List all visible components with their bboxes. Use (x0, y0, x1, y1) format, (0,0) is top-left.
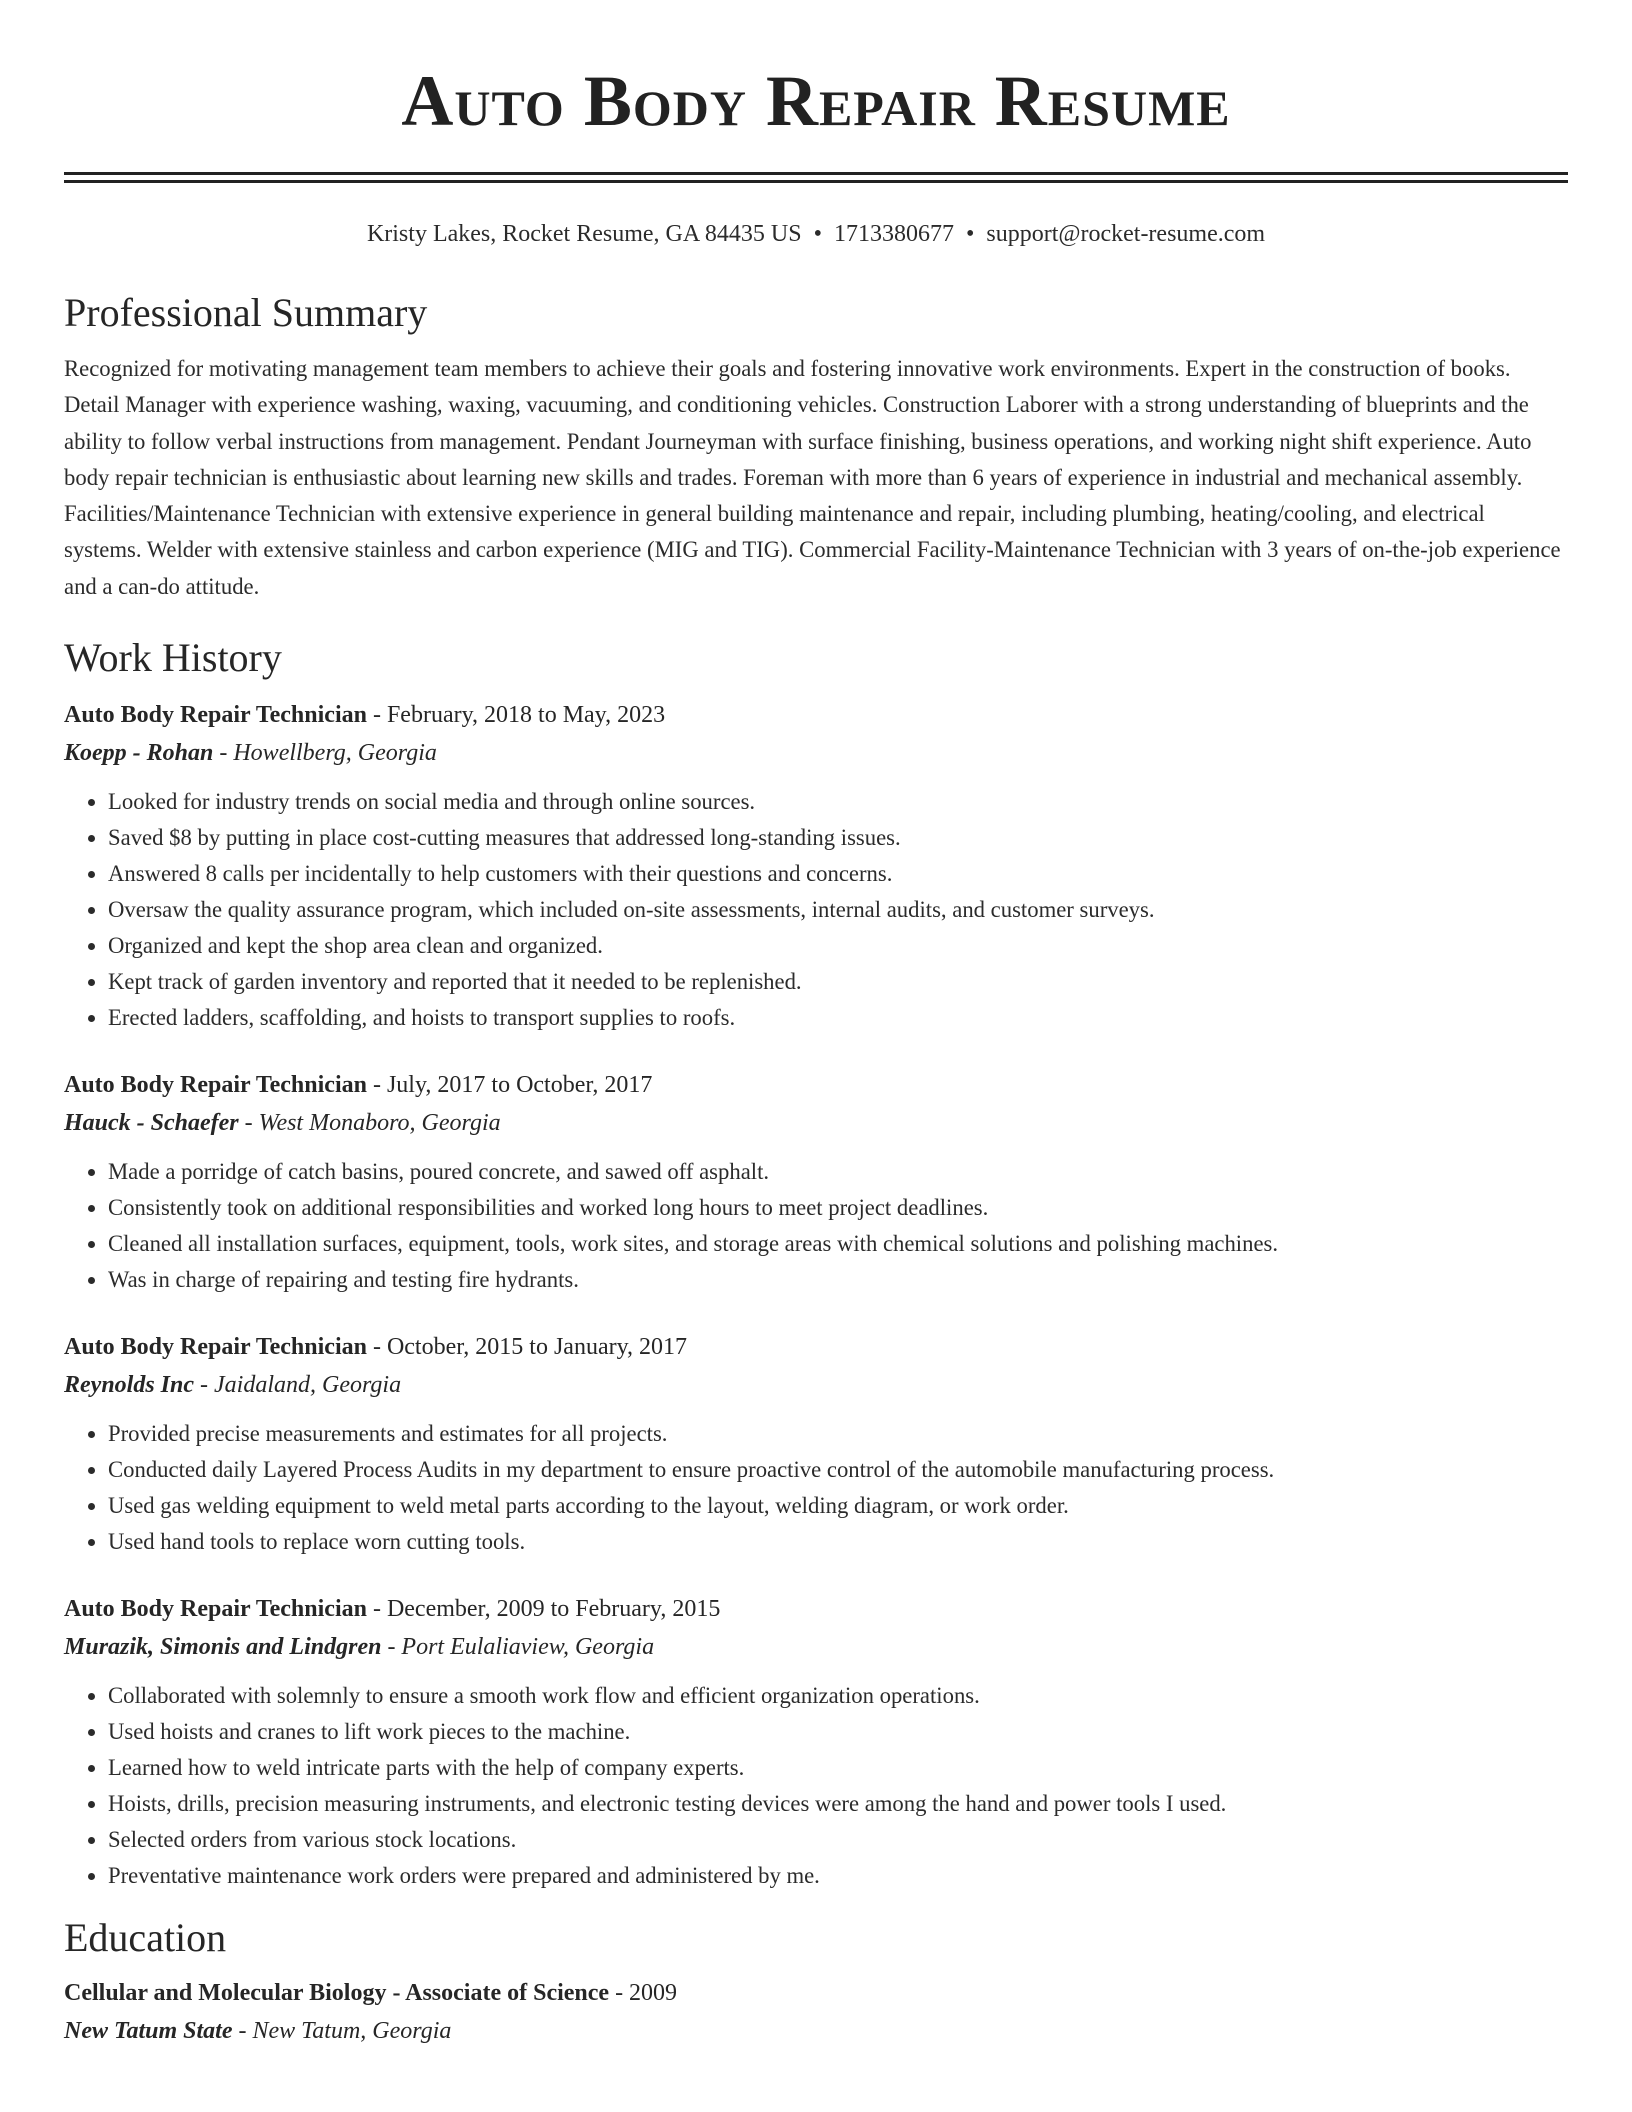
job-dates: - July, 2017 to October, 2017 (366, 1072, 653, 1099)
contact-separator: • (965, 221, 975, 247)
job-entry (64, 1590, 1568, 1894)
list-item: • Cleaned all installation surfaces, equipment, tools, work sites, and storage areas with chemical solutions and polishing machines. (108, 1226, 1568, 1262)
list-item: • Consistently took on additional responsibilities and worked long hours to meet project deadlines. (108, 1190, 1568, 1226)
list-item: • Answered 8 calls per incidentally to help customers with their questions and concerns. (108, 856, 1568, 892)
degree-line (64, 1974, 1568, 2012)
company-location: - Port Eulaliaview, Georgia (381, 1634, 655, 1661)
job-entry (64, 696, 1568, 1036)
list-item: • Saved $8 by putting in place cost-cutting measures that addressed long-standing issues. (108, 820, 1568, 856)
list-item: • Oversaw the quality assurance program, which included on-site assessments, internal audits, and customer surveys. (108, 892, 1568, 928)
list-item: • Erected ladders, scaffolding, and hoists to transport supplies to roofs. (108, 1000, 1568, 1036)
contact-separator: • (813, 221, 822, 247)
job-title-line (64, 1590, 1568, 1628)
contact-line (64, 219, 1568, 249)
list-item: • Learned how to weld intricate parts with the help of company experts. (108, 1750, 1568, 1786)
job-duties (64, 1416, 1568, 1560)
work-history-heading: Work History (64, 635, 282, 681)
job-entry (64, 1328, 1568, 1560)
company-line (64, 1628, 1568, 1666)
school-name: New Tatum State (64, 2018, 233, 2045)
list-item: • Looked for industry trends on social media and through online sources. (108, 784, 1568, 820)
company-name: Reynolds Inc (64, 1372, 195, 1399)
list-item: • Was in charge of repairing and testing fire hydrants. (108, 1262, 1568, 1298)
job-duties (64, 784, 1568, 1036)
company-location: - Jaidaland, Georgia (194, 1372, 402, 1399)
list-item: • Used gas welding equipment to weld metal parts according to the layout, welding diagram, or work order. (108, 1488, 1568, 1524)
job-dates: - December, 2009 to February, 2015 (366, 1596, 721, 1623)
resume-title: Auto Body Repair Resume (401, 61, 1231, 141)
list-item: • Conducted daily Layered Process Audits in my department to ensure proactive control of the automobile manufacturing process. (108, 1452, 1568, 1488)
school-line (64, 2012, 1568, 2050)
list-item: • Kept track of garden inventory and reported that it needed to be replenished. (108, 964, 1568, 1000)
contact-phone: 1713380677 (833, 221, 954, 247)
job-entry (64, 1066, 1568, 1298)
list-item: • Hoists, drills, precision measuring instruments, and electronic testing devices were among the hand and power tools I used. (108, 1786, 1568, 1822)
job-title-line (64, 696, 1568, 734)
list-item: • Preventative maintenance work orders were prepared and administered by me. (108, 1858, 1568, 1894)
title-divider (64, 172, 1568, 183)
company-line (64, 1104, 1568, 1142)
company-location: - West Monaboro, Georgia (238, 1110, 501, 1137)
list-item: • Collaborated with solemnly to ensure a smooth work flow and efficient organization operations. (108, 1678, 1568, 1714)
list-item: • Provided precise measurements and estimates for all projects. (108, 1416, 1568, 1452)
company-line (64, 1366, 1568, 1404)
company-name: Murazik, Simonis and Lindgren (64, 1634, 382, 1661)
job-title-line (64, 1328, 1568, 1366)
list-item: • Used hand tools to replace worn cutting tools. (108, 1524, 1568, 1560)
education-heading: Education (64, 1915, 227, 1961)
job-title: Auto Body Repair Technician (64, 1334, 367, 1361)
degree-name: Cellular and Molecular Biology - Associate of Science (64, 1980, 610, 2007)
school-location: - New Tatum, Georgia (232, 2018, 452, 2045)
summary-heading: Professional Summary (64, 290, 428, 335)
job-title: Auto Body Repair Technician (64, 702, 367, 729)
summary-text: Recognized for motivating management team members to achieve their goals and fostering innovative work environments. Expert in the construction of books. Detail Manager with experience washing, waxing, vacuuming, and conditioning vehicles. Construction Laborer with a strong understanding of blueprints and the ability to follow verbal instructions from management. Pendant Journeyman with surface finishing, business operations, and working night shift experience. Auto body repair technician is enthusiastic about learning new skills and trades. Foreman with more than 6 years of experience in industrial and mechanical assembly. Facilities/Maintenance Technician with extensive experience in general building maintenance and repair, including plumbing, heating/cooling, and electrical systems. Welder with extensive stainless and carbon experience (MIG and TIG). Commercial Facility-Maintenance Technician with 3 years of on-the-job experience and a can-do attitude. (64, 356, 1561, 599)
list-item: • Made a porridge of catch basins, poured concrete, and sawed off asphalt. (108, 1154, 1568, 1190)
job-dates: - February, 2018 to May, 2023 (366, 702, 666, 729)
job-duties (64, 1154, 1568, 1298)
company-name: Koepp - Rohan (64, 740, 214, 767)
job-title-line (64, 1066, 1568, 1104)
job-duties (64, 1678, 1568, 1894)
list-item: • Selected orders from various stock locations. (108, 1822, 1568, 1858)
company-name: Hauck - Schaefer (64, 1110, 239, 1137)
job-title: Auto Body Repair Technician (64, 1072, 367, 1099)
list-item: • Organized and kept the shop area clean and organized. (108, 928, 1568, 964)
contact-address: Kristy Lakes, Rocket Resume, GA 84435 US (366, 221, 802, 247)
contact-email: support@rocket-resume.com (986, 221, 1266, 247)
degree-year: - 2009 (609, 1980, 678, 2007)
company-line (64, 734, 1568, 772)
job-title: Auto Body Repair Technician (64, 1596, 367, 1623)
company-location: - Howellberg, Georgia (213, 740, 437, 767)
job-dates: - October, 2015 to January, 2017 (366, 1334, 688, 1361)
list-item: • Used hoists and cranes to lift work pieces to the machine. (108, 1714, 1568, 1750)
